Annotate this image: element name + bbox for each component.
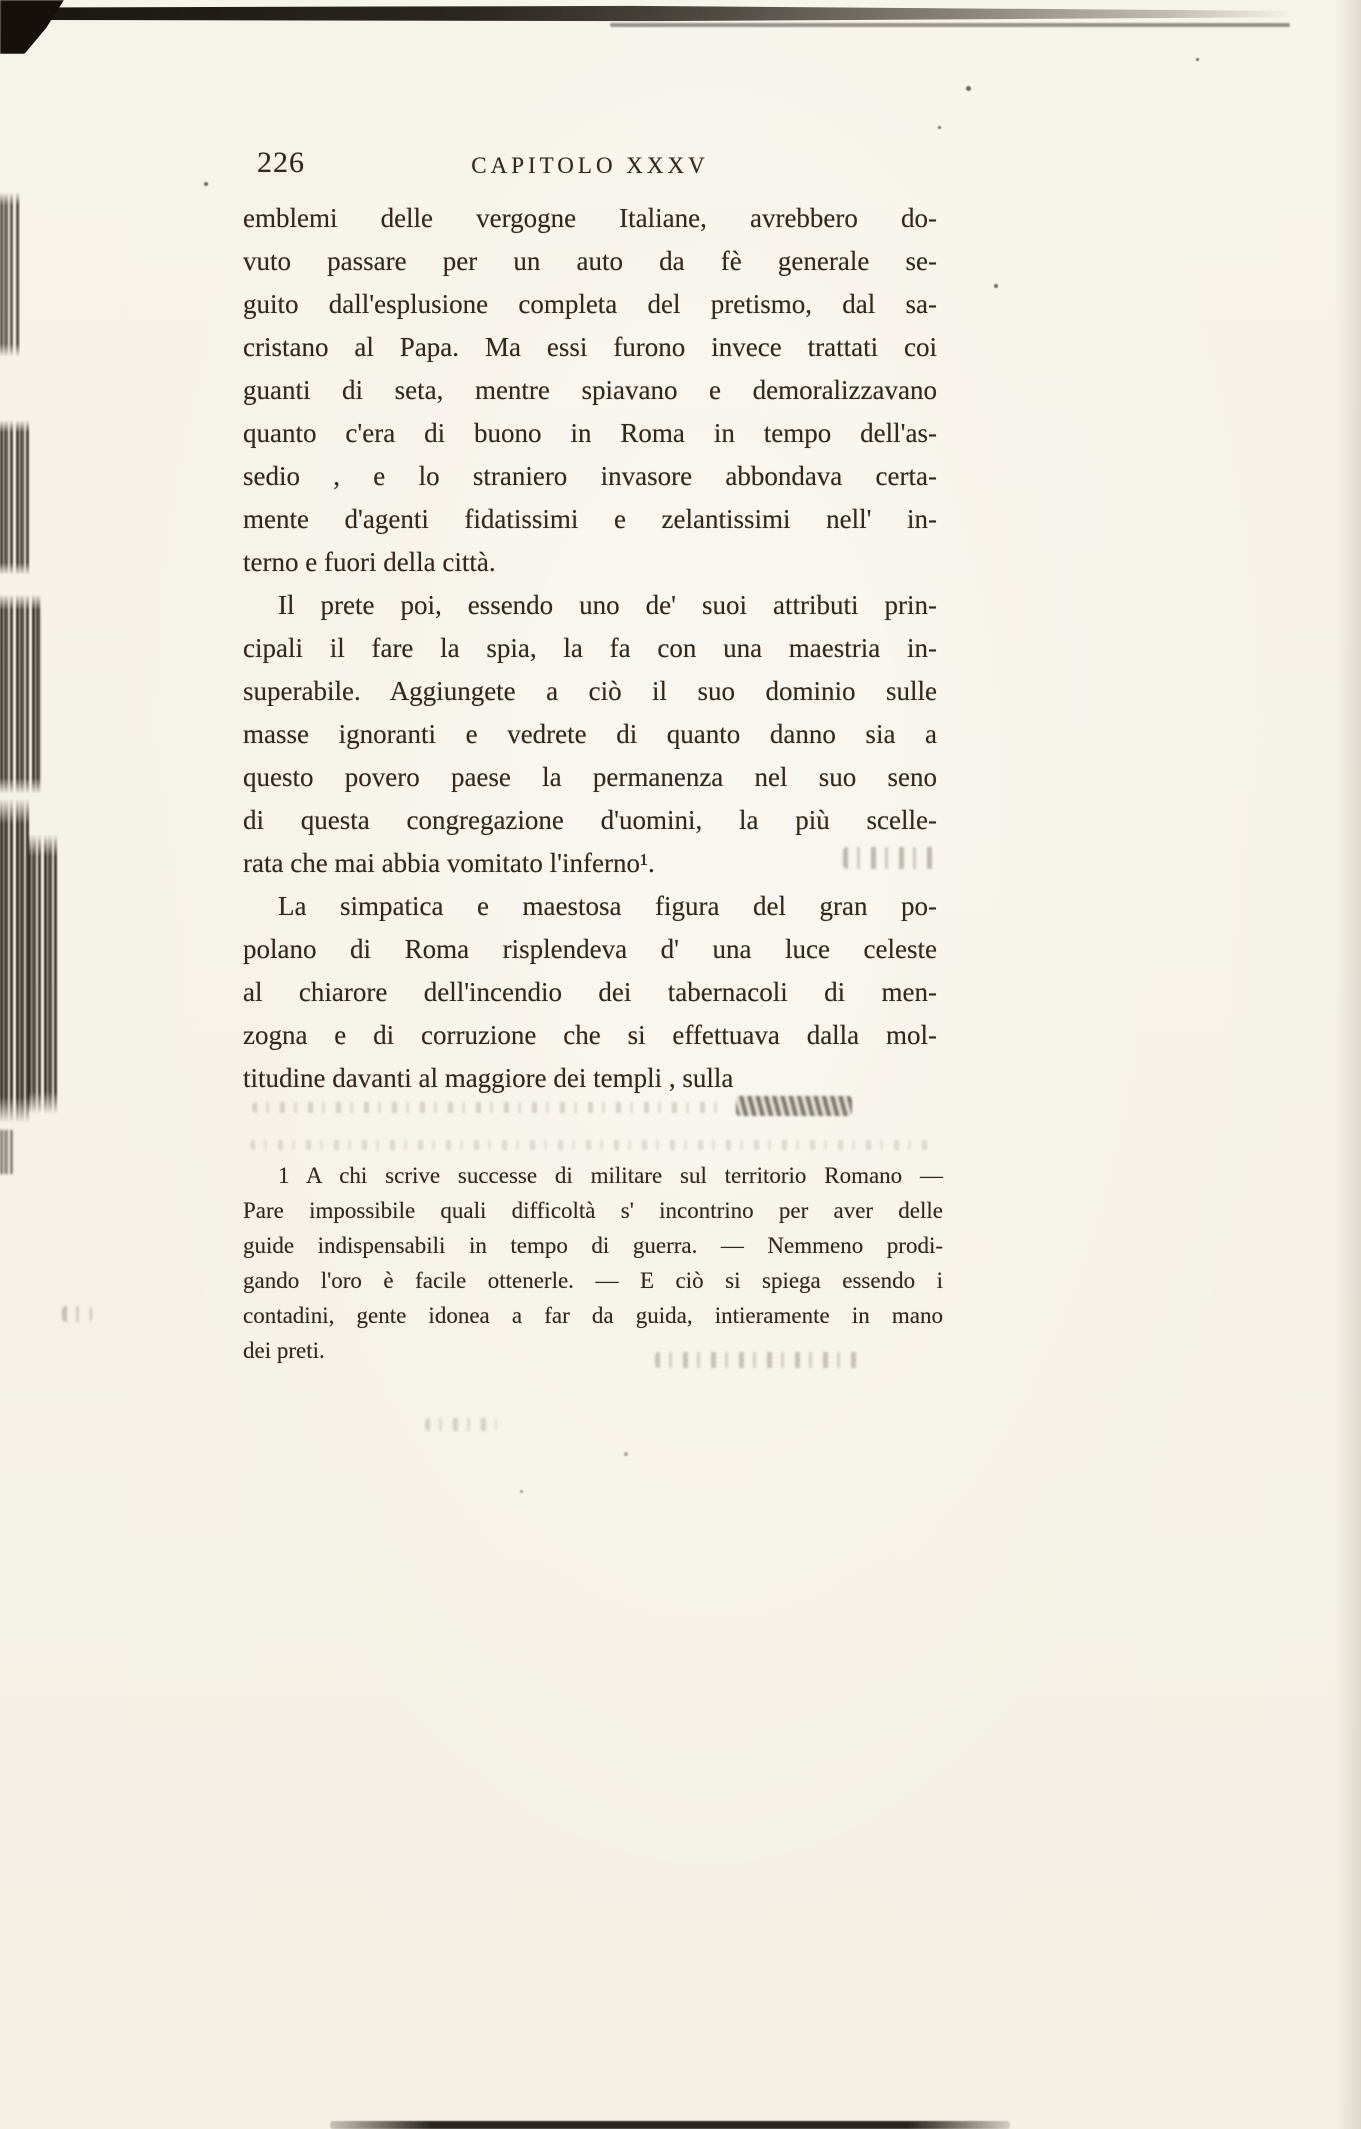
scan-speck <box>204 182 208 186</box>
text-line: terno e fuori della città. <box>243 547 496 577</box>
scan-smudge <box>62 1306 92 1322</box>
text-line: 1 A chi scrive successe di militare sul territorio Romano — <box>278 1163 943 1188</box>
paragraph <box>243 1158 943 1368</box>
page-number: 226 <box>257 146 305 179</box>
footnote <box>243 1158 943 1368</box>
running-head <box>243 146 937 190</box>
paragraph <box>243 885 937 1100</box>
scan-artifact-top-line <box>610 23 1290 27</box>
scan-speck <box>624 1452 628 1456</box>
text-line: titudine davanti al maggiore dei templi , sulla <box>243 1063 734 1093</box>
scan-artifact-left-streak <box>0 594 42 794</box>
scan-artifact-left-streak <box>0 420 30 575</box>
scan-speck <box>520 1490 523 1493</box>
text-line: questo povero paese la permanenza nel suo seno <box>243 762 937 792</box>
text-line: zogna e di corruzione che si effettuava dalla mol- <box>243 1020 937 1050</box>
scan-artifact-bottom-bar <box>330 2121 1010 2129</box>
text-line: di questa congregazione d'uomini, la più scelle- <box>243 805 937 835</box>
scan-artifact-top-bar <box>22 5 1294 22</box>
scan-artifact-left-streak <box>0 798 30 1123</box>
text-line: guito dall'esplusione completa del pretismo, dal sa- <box>243 289 937 319</box>
scan-artifact-left-streak <box>0 1128 16 1176</box>
text-line: rata che mai abbia vomitato l'inferno¹. <box>243 848 655 878</box>
text-line: mente d'agenti fidatissimi e zelantissimi nell' in- <box>243 504 937 534</box>
body-text <box>243 197 937 1100</box>
text-line: vuto passare per un auto da fè generale se- <box>243 246 937 276</box>
scan-speck <box>938 126 941 129</box>
text-line: superabile. Aggiungete a ciò il suo dominio sulle <box>243 676 937 706</box>
scan-speck <box>994 284 998 288</box>
text-line: polano di Roma risplendeva d' una luce celeste <box>243 934 937 964</box>
text-line: guanti di seta, mentre spiavano e demoralizzavano <box>243 375 937 405</box>
scan-artifact-left-streak <box>0 192 20 357</box>
text-line: sedio , e lo straniero invasore abbondava certa- <box>243 461 937 491</box>
text-line: La simpatica e maestosa figura del gran po- <box>278 891 937 921</box>
text-line: quanto c'era di buono in Roma in tempo dell'as- <box>243 418 937 448</box>
scan-speck <box>1196 58 1199 61</box>
text-line: masse ignoranti e vedrete di quanto danno sia a <box>243 719 937 749</box>
chapter-title: CAPITOLO XXXV <box>471 153 709 178</box>
text-line: emblemi delle vergogne Italiane, avrebbero do- <box>243 203 937 233</box>
scan-smudge <box>250 1140 935 1150</box>
paragraph <box>243 197 937 584</box>
text-line: guide indispensabili in tempo di guerra. — Nemmeno prodi- <box>243 1233 943 1258</box>
scan-edge-shade <box>1335 0 1361 2129</box>
text-line: cristano al Papa. Ma essi furono invece trattati coi <box>243 332 937 362</box>
scan-speck <box>966 86 971 91</box>
text-line: Pare impossibile quali difficoltà s' incontrino per aver delle <box>243 1198 943 1223</box>
text-line: dei preti. <box>243 1338 325 1363</box>
paragraph <box>243 584 937 885</box>
text-line: al chiarore dell'incendio dei tabernacoli di men- <box>243 977 937 1007</box>
text-line: Il prete poi, essendo uno de' suoi attributi prin- <box>278 590 937 620</box>
scan-artifact-corner-blob <box>0 0 64 54</box>
scan-smudge <box>425 1418 497 1431</box>
text-line: contadini, gente idonea a far da guida, intieramente in mano <box>243 1303 943 1328</box>
scan-artifact-left-streak <box>28 834 58 1114</box>
scan-smudge <box>252 1102 722 1113</box>
text-line: gando l'oro è facile ottenerle. — E ciò si spiega essendo i <box>243 1268 943 1293</box>
text-line: cipali il fare la spia, la fa con una maestria in- <box>243 633 937 663</box>
